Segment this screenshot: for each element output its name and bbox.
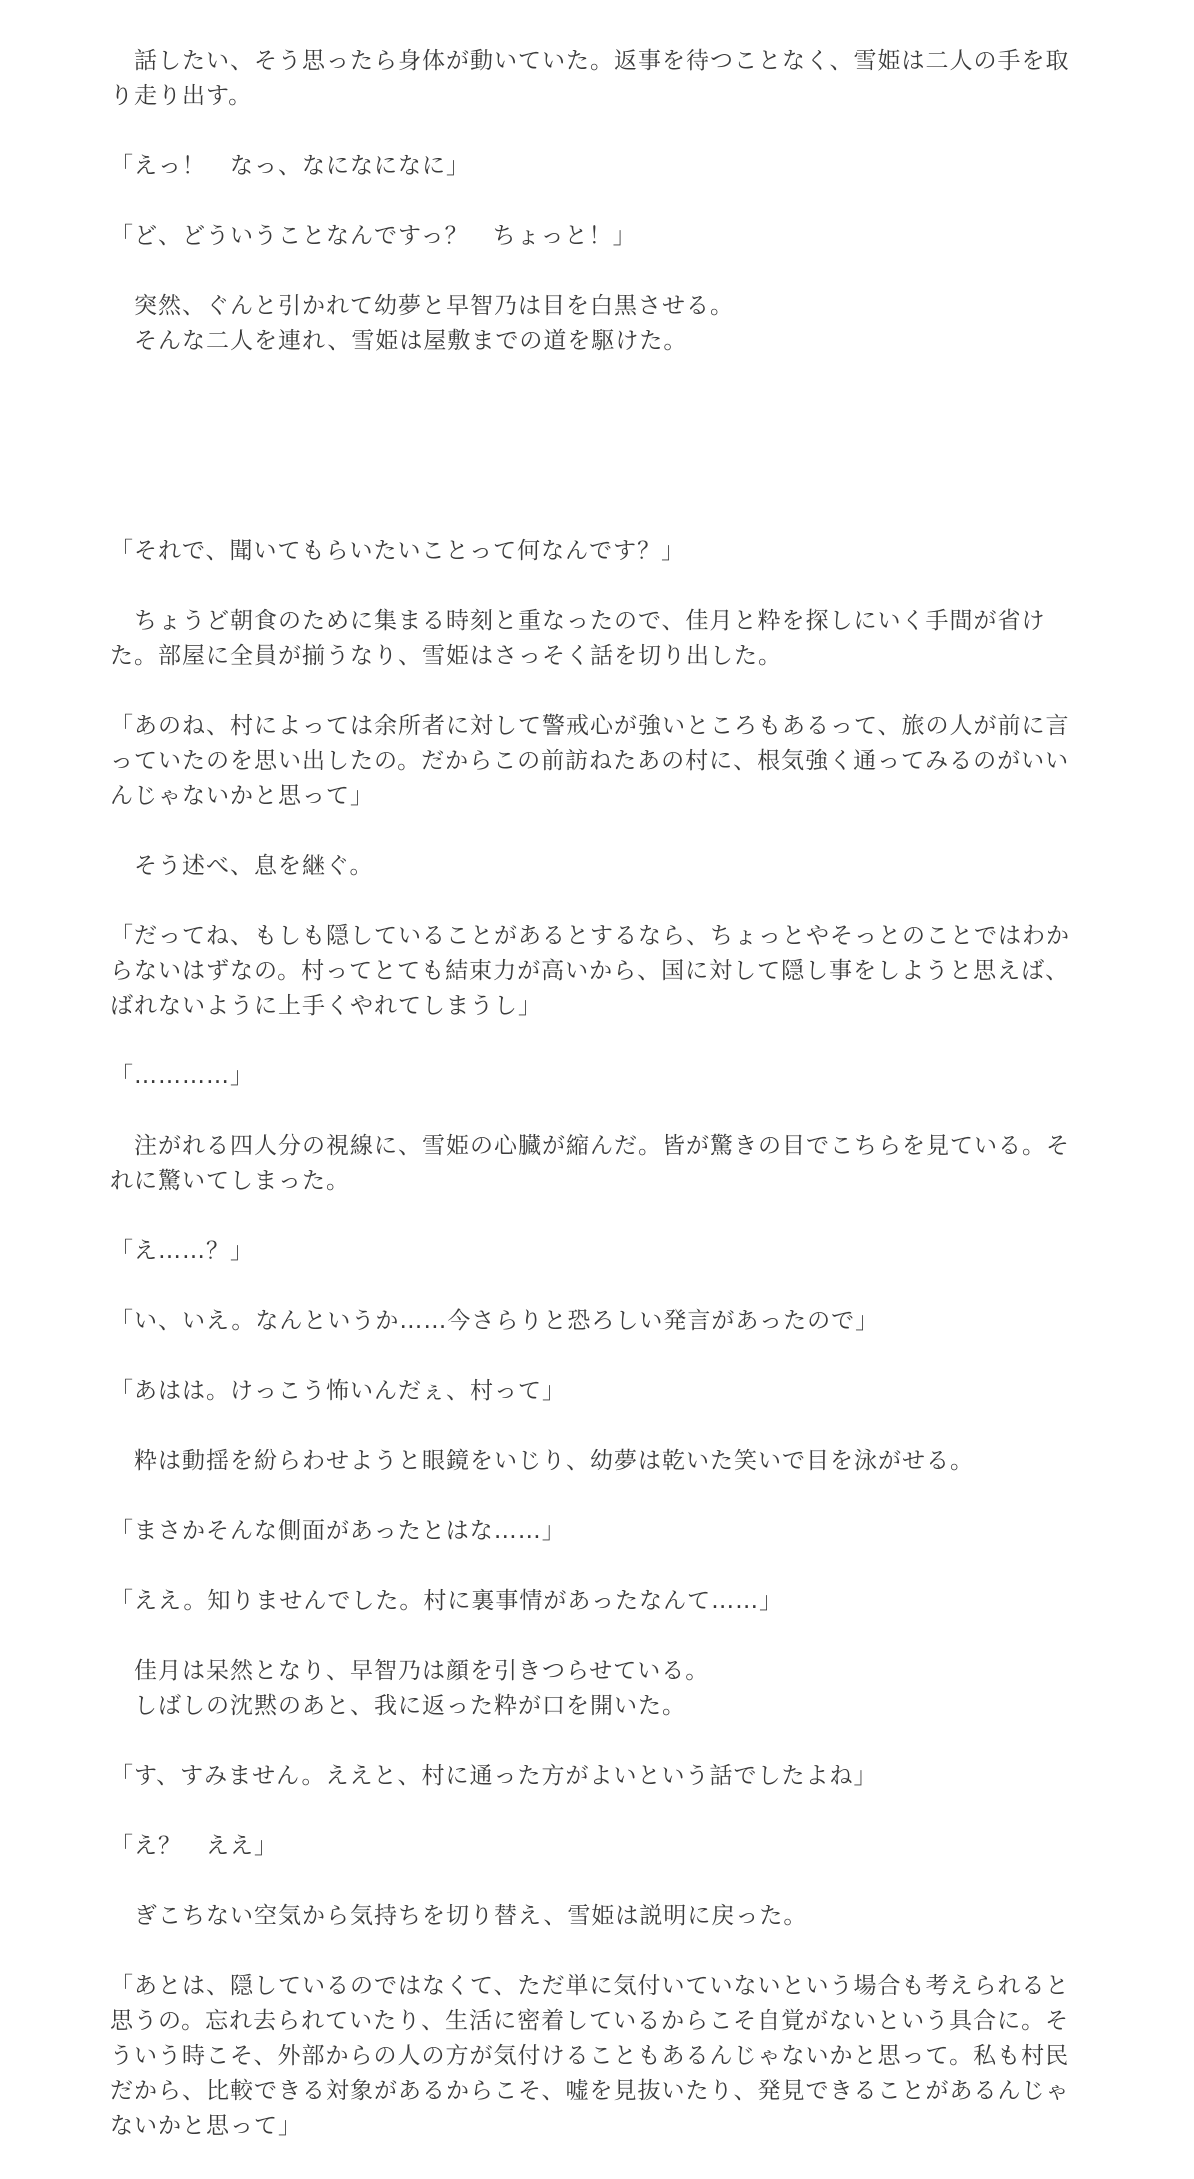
narration-paragraph: 佳月は呆然となり、早智乃は顔を引きつらせている。 しばしの沈黙のあと、我に返った粋が口を開いた。 bbox=[134, 1658, 710, 1719]
dialogue-paragraph: 「あのね、村によっては余所者に対して警戒心が強いところもあるって、旅の人が前に言っていたのを思い出したの。だからこの前訪ねたあの村に、根気強く通ってみるのがいいんじゃないかと思って」 bbox=[110, 713, 1070, 809]
dialogue-paragraph: 「だってね、もしも隠していることがあるとするなら、ちょっとやそっとのことではわからないはずなの。村ってとても結束力が高いから、国に対して隠し事をしようと思えば、ばれないように上手くやれてしまうし」 bbox=[110, 923, 1070, 1019]
dialogue-paragraph: 「あとは、隠しているのではなくて、ただ単に気付いていないという場合も考えられると思うの。忘れ去られていたり、生活に密着しているからこそ自覚がないという具合に。そういう時こそ、外部からの人の方が気付けることもあるんじゃないかと思って。私も村民だから、比較できる対象があるからこそ、嘘を見抜いたり、発見できることがあるんじゃないかと思って」 bbox=[110, 1973, 1070, 2139]
dialogue-paragraph: 「ええ。知りませんでした。村に裏事情があったなんて……」 bbox=[110, 1588, 784, 1614]
dialogue-paragraph: 「ど、どういうことなんですっ？ ちょっと！」 bbox=[110, 223, 637, 249]
dialogue-paragraph: 「それで、聞いてもらいたいことって何なんです？」 bbox=[110, 538, 686, 564]
narration-paragraph: 話したい、そう思ったら身体が動いていた。返事を待つことなく、雪姫は二人の手を取り走り出す。 bbox=[110, 48, 1070, 109]
narration-paragraph: 突然、ぐんと引かれて幼夢と早智乃は目を白黒させる。 そんな二人を連れ、雪姫は屋敷までの道を駆けた。 bbox=[134, 293, 734, 354]
narration-paragraph: 粋は動揺を紛らわせようと眼鏡をいじり、幼夢は乾いた笑いで目を泳がせる。 bbox=[110, 1448, 974, 1474]
scene-break bbox=[110, 394, 1090, 534]
scene-one bbox=[110, 44, 1090, 359]
dialogue-paragraph: 「え……？」 bbox=[110, 1238, 254, 1264]
dialogue-paragraph: 「…………」 bbox=[110, 1063, 254, 1089]
scene-two bbox=[110, 534, 1090, 2144]
narration-paragraph: ぎこちない空気から気持ちを切り替え、雪姫は説明に戻った。 bbox=[110, 1903, 808, 1929]
narration-paragraph: 注がれる四人分の視線に、雪姫の心臓が縮んだ。皆が驚きの目でこちらを見ている。それに驚いてしまった。 bbox=[110, 1133, 1070, 1194]
dialogue-paragraph: 「え？ ええ」 bbox=[110, 1833, 278, 1859]
dialogue-paragraph: 「い、いえ。なんというか……今さらりと恐ろしい発言があったので」 bbox=[110, 1308, 880, 1334]
dialogue-paragraph: 「す、すみません。ええと、村に通った方がよいという話でしたよね」 bbox=[110, 1763, 878, 1789]
dialogue-paragraph: 「えっ！ なっ、なになになに」 bbox=[110, 153, 470, 179]
dialogue-paragraph: 「まさかそんな側面があったとはな……」 bbox=[110, 1518, 566, 1544]
dialogue-paragraph: 「あはは。けっこう怖いんだぇ、村って」 bbox=[110, 1378, 566, 1404]
narration-paragraph: ちょうど朝食のために集まる時刻と重なったので、佳月と粋を探しにいく手間が省けた。部屋に全員が揃うなり、雪姫はさっそく話を切り出した。 bbox=[110, 608, 1046, 669]
narration-paragraph: そう述べ、息を継ぐ。 bbox=[110, 853, 374, 879]
novel-page bbox=[110, 44, 1090, 2179]
